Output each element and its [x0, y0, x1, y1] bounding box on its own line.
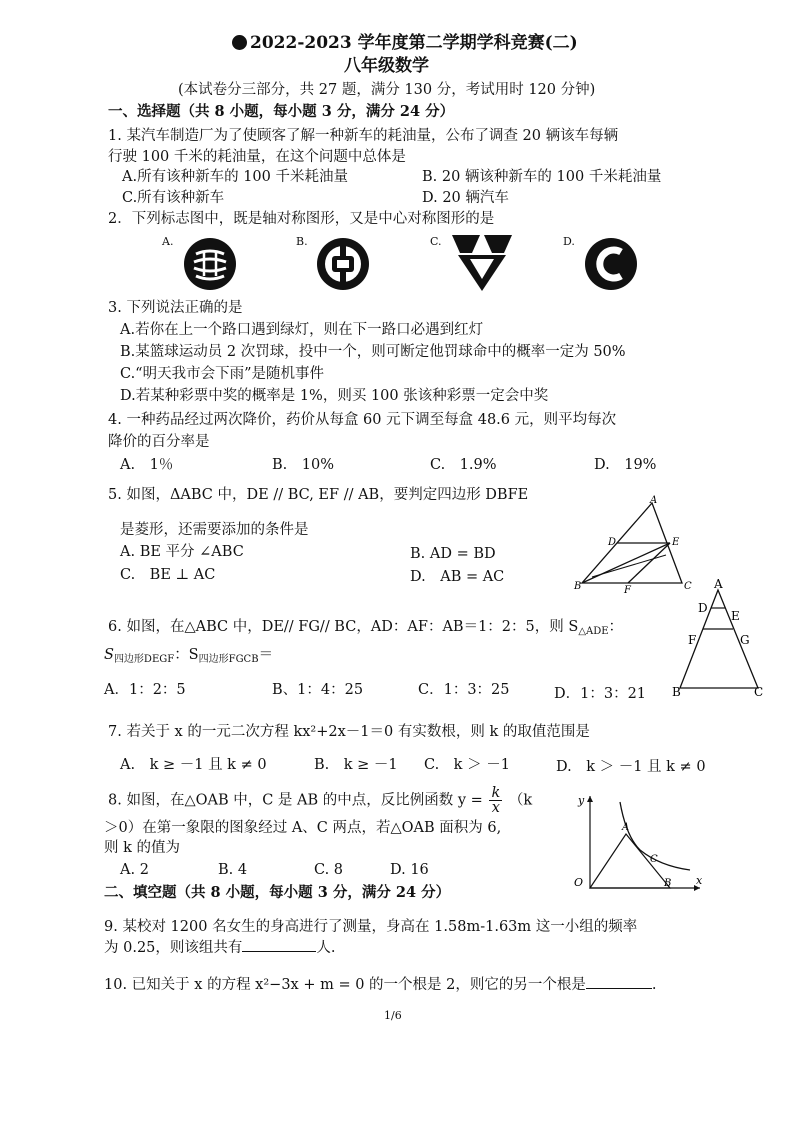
- q3-option-b: B.某篮球运动员 2 次罚球，投中一个，则可断定他罚球命中的概率一定为 50%: [120, 344, 626, 360]
- q5-label-d: D: [608, 537, 617, 548]
- china-mobile-logo-icon: [182, 236, 238, 292]
- q8-option-c: C. 8: [314, 862, 344, 878]
- q7-option-d: D. k ＞ －1 且 k ≠ 0: [556, 759, 706, 775]
- q10-stem-end: .: [651, 977, 657, 993]
- q6-line1-end: ：: [608, 619, 624, 635]
- q3-option-a: A.若你在上一个路口遇到绿灯，则在下一路口必遇到红灯: [120, 322, 484, 338]
- q3-option-c: C.“明天我市会下雨”是随机事件: [120, 366, 325, 382]
- q6-mid: ：S: [174, 647, 199, 663]
- school-logo-icon: [232, 35, 247, 50]
- q6-sub1: 四边形DEGF: [113, 654, 175, 665]
- q1-option-b: B. 20 辆该种新车的 100 千米耗油量: [422, 169, 662, 185]
- q6-label-a: A: [714, 578, 723, 591]
- q4-option-d: D. 19%: [594, 457, 657, 473]
- q8-label-c: C: [650, 854, 658, 865]
- q6-line1: [108, 617, 623, 642]
- q6-label-f: F: [688, 633, 697, 647]
- q5-option-a: A. BE 平分 ∠ABC: [120, 544, 244, 560]
- q5-line2: 是菱形，还需要添加的条件是: [120, 522, 309, 538]
- q6-label-e: E: [731, 609, 740, 623]
- exam-subtitle: 八年级数学: [344, 56, 429, 76]
- q2-option-d-label: D.: [563, 235, 575, 248]
- q6-end: ＝: [258, 647, 274, 663]
- q5-option-d: D. AB = AC: [410, 569, 505, 585]
- q5-label-e: E: [672, 537, 680, 548]
- q6-option-d: D．1：3：21: [554, 686, 647, 702]
- q10-answer-blank[interactable]: [586, 974, 652, 989]
- page-number: 1/6: [384, 1009, 402, 1022]
- q6-option-b: B、1：4：25: [272, 682, 364, 698]
- q3-option-d: D.若某种彩票中奖的概率是 1%，则买 100 张该种彩票一定会中奖: [120, 388, 549, 404]
- q8-frac-num: k: [491, 785, 501, 801]
- q8-frac-den: x: [491, 800, 500, 816]
- q1-line1: 1. 某汽车制造厂为了使顾客了解一种新车的耗油量，公布了调查 20 辆该车每辆: [108, 128, 619, 144]
- q6-label-b: B: [672, 685, 681, 696]
- q8-option-b: B. 4: [218, 862, 248, 878]
- q6-line2: [104, 645, 273, 670]
- q8-line1b: （k: [508, 792, 533, 809]
- q5-option-c: C. BE ⊥ AC: [120, 567, 216, 583]
- q5-label-a: A: [650, 495, 658, 506]
- q6-label-d: D: [698, 601, 708, 615]
- q8-line3: 则 k 的值为: [104, 840, 181, 856]
- q6-option-a: A．1：2：5: [104, 682, 186, 698]
- construction-bank-logo-icon: [583, 236, 639, 292]
- exam-title: 2022-2023 学年度第二学期学科竞赛(二): [232, 33, 578, 53]
- q8-fraction: [489, 786, 502, 815]
- q5-line1: 5. 如图，ΔABC 中，DE // BC, EF // AB，要判定四边形 DBFE: [108, 487, 529, 503]
- q5-label-f: F: [624, 585, 631, 595]
- q10-line: [104, 974, 656, 995]
- q8-option-a: A. 2: [120, 862, 149, 878]
- section-heading-fill: 二、填空题（共 8 小题，每小题 3 分，满分 24 分）: [104, 884, 451, 901]
- q8-line2: ＞0）在第一象限的图象经过 A、C 两点，若△OAB 面积为 6,: [104, 820, 502, 836]
- q8-hyperbola-figure: [560, 792, 710, 896]
- q8-option-d: D. 16: [390, 862, 429, 878]
- q4-option-a: A. 1％: [120, 457, 174, 473]
- q8-label-o: O: [574, 876, 584, 889]
- q8-label-y: y: [578, 794, 585, 807]
- section-heading-choice: 一、选择题（共 8 小题，每小题 3 分，满分 24 分）: [108, 103, 455, 120]
- bank-of-china-logo-icon: [315, 236, 371, 292]
- q10-stem: 10. 已知关于 x 的方程 x²−3x + m = 0 的一个根是 2，则它的另一个根是: [104, 977, 586, 993]
- q7-option-c: C. k ＞ －1: [424, 757, 510, 773]
- q6-s1: S: [104, 647, 114, 663]
- q7-option-b: B. k ≥ －1: [314, 757, 398, 773]
- q8-label-a: A: [622, 822, 630, 833]
- q2-option-b-label: B.: [296, 235, 308, 248]
- q9-line2: [104, 937, 336, 958]
- q6-label-c: C: [754, 685, 764, 696]
- q7-option-a: A. k ≥ －1 且 k ≠ 0: [120, 757, 267, 773]
- q9-line2a: 为 0.25，则该组共有: [104, 940, 243, 956]
- q8-label-b: B: [664, 878, 672, 889]
- q4-option-b: B. 10%: [272, 457, 334, 473]
- three-diamond-logo-icon: [450, 233, 514, 293]
- q5-label-c: C: [684, 581, 692, 592]
- q2-stem: 2．下列标志图中，既是轴对称图形，又是中心对称图形的是: [108, 211, 495, 227]
- exam-note: (本试卷分三部分，共 27 题，满分 130 分，考试用时 120 分钟): [178, 82, 596, 98]
- q6-sub2: 四边形FGCB: [198, 654, 259, 665]
- q4-line1: 4. 一种药品经过两次降价，药价从每盒 60 元下调至每盒 48.6 元，则平均每次: [108, 412, 617, 428]
- q8-line1a: 8. 如图，在△OAB 中，C 是 AB 的中点，反比例函数 y =: [108, 792, 483, 809]
- q6-label-g: G: [740, 633, 750, 647]
- q7-stem: 7. 若关于 x 的一元二次方程 kx²+2x－1＝0 有实数根，则 k 的取值范围是: [108, 724, 590, 740]
- q6-trapezoid-figure: [668, 578, 768, 696]
- q4-line2: 降价的百分率是: [108, 434, 210, 450]
- q9-answer-blank[interactable]: [242, 937, 316, 952]
- q5-label-b: B: [574, 581, 582, 592]
- q6-option-c: C．1：3：25: [418, 682, 510, 698]
- q1-option-d: D. 20 辆汽车: [422, 190, 509, 206]
- q6-line1-sub: △ADE: [578, 626, 609, 637]
- q8-label-x: x: [696, 874, 703, 887]
- q9-line1: 9. 某校对 1200 名女生的身高进行了测量，身高在 1.58m-1.63m 这一小组的频率: [104, 919, 638, 935]
- q6-line1-text: 6. 如图，在△ABC 中，DE// FG// BC，AD：AF：AB＝1：2：5，则 S: [108, 619, 579, 635]
- q4-option-c: C. 1.9%: [430, 457, 497, 473]
- q5-option-b: B. AD = BD: [410, 546, 496, 562]
- q1-option-c: C.所有该种新车: [122, 190, 225, 206]
- q2-option-c-label: C.: [430, 235, 442, 248]
- q9-line2b: 人.: [316, 940, 336, 956]
- q1-option-a: A.所有该种新车的 100 千米耗油量: [122, 169, 348, 185]
- q8-line1: [108, 786, 532, 815]
- q2-option-a-label: A.: [162, 235, 174, 248]
- q3-stem: 3. 下列说法正确的是: [108, 300, 243, 316]
- q1-line2: 行驶 100 千米的耗油量，在这个问题中总体是: [108, 149, 406, 165]
